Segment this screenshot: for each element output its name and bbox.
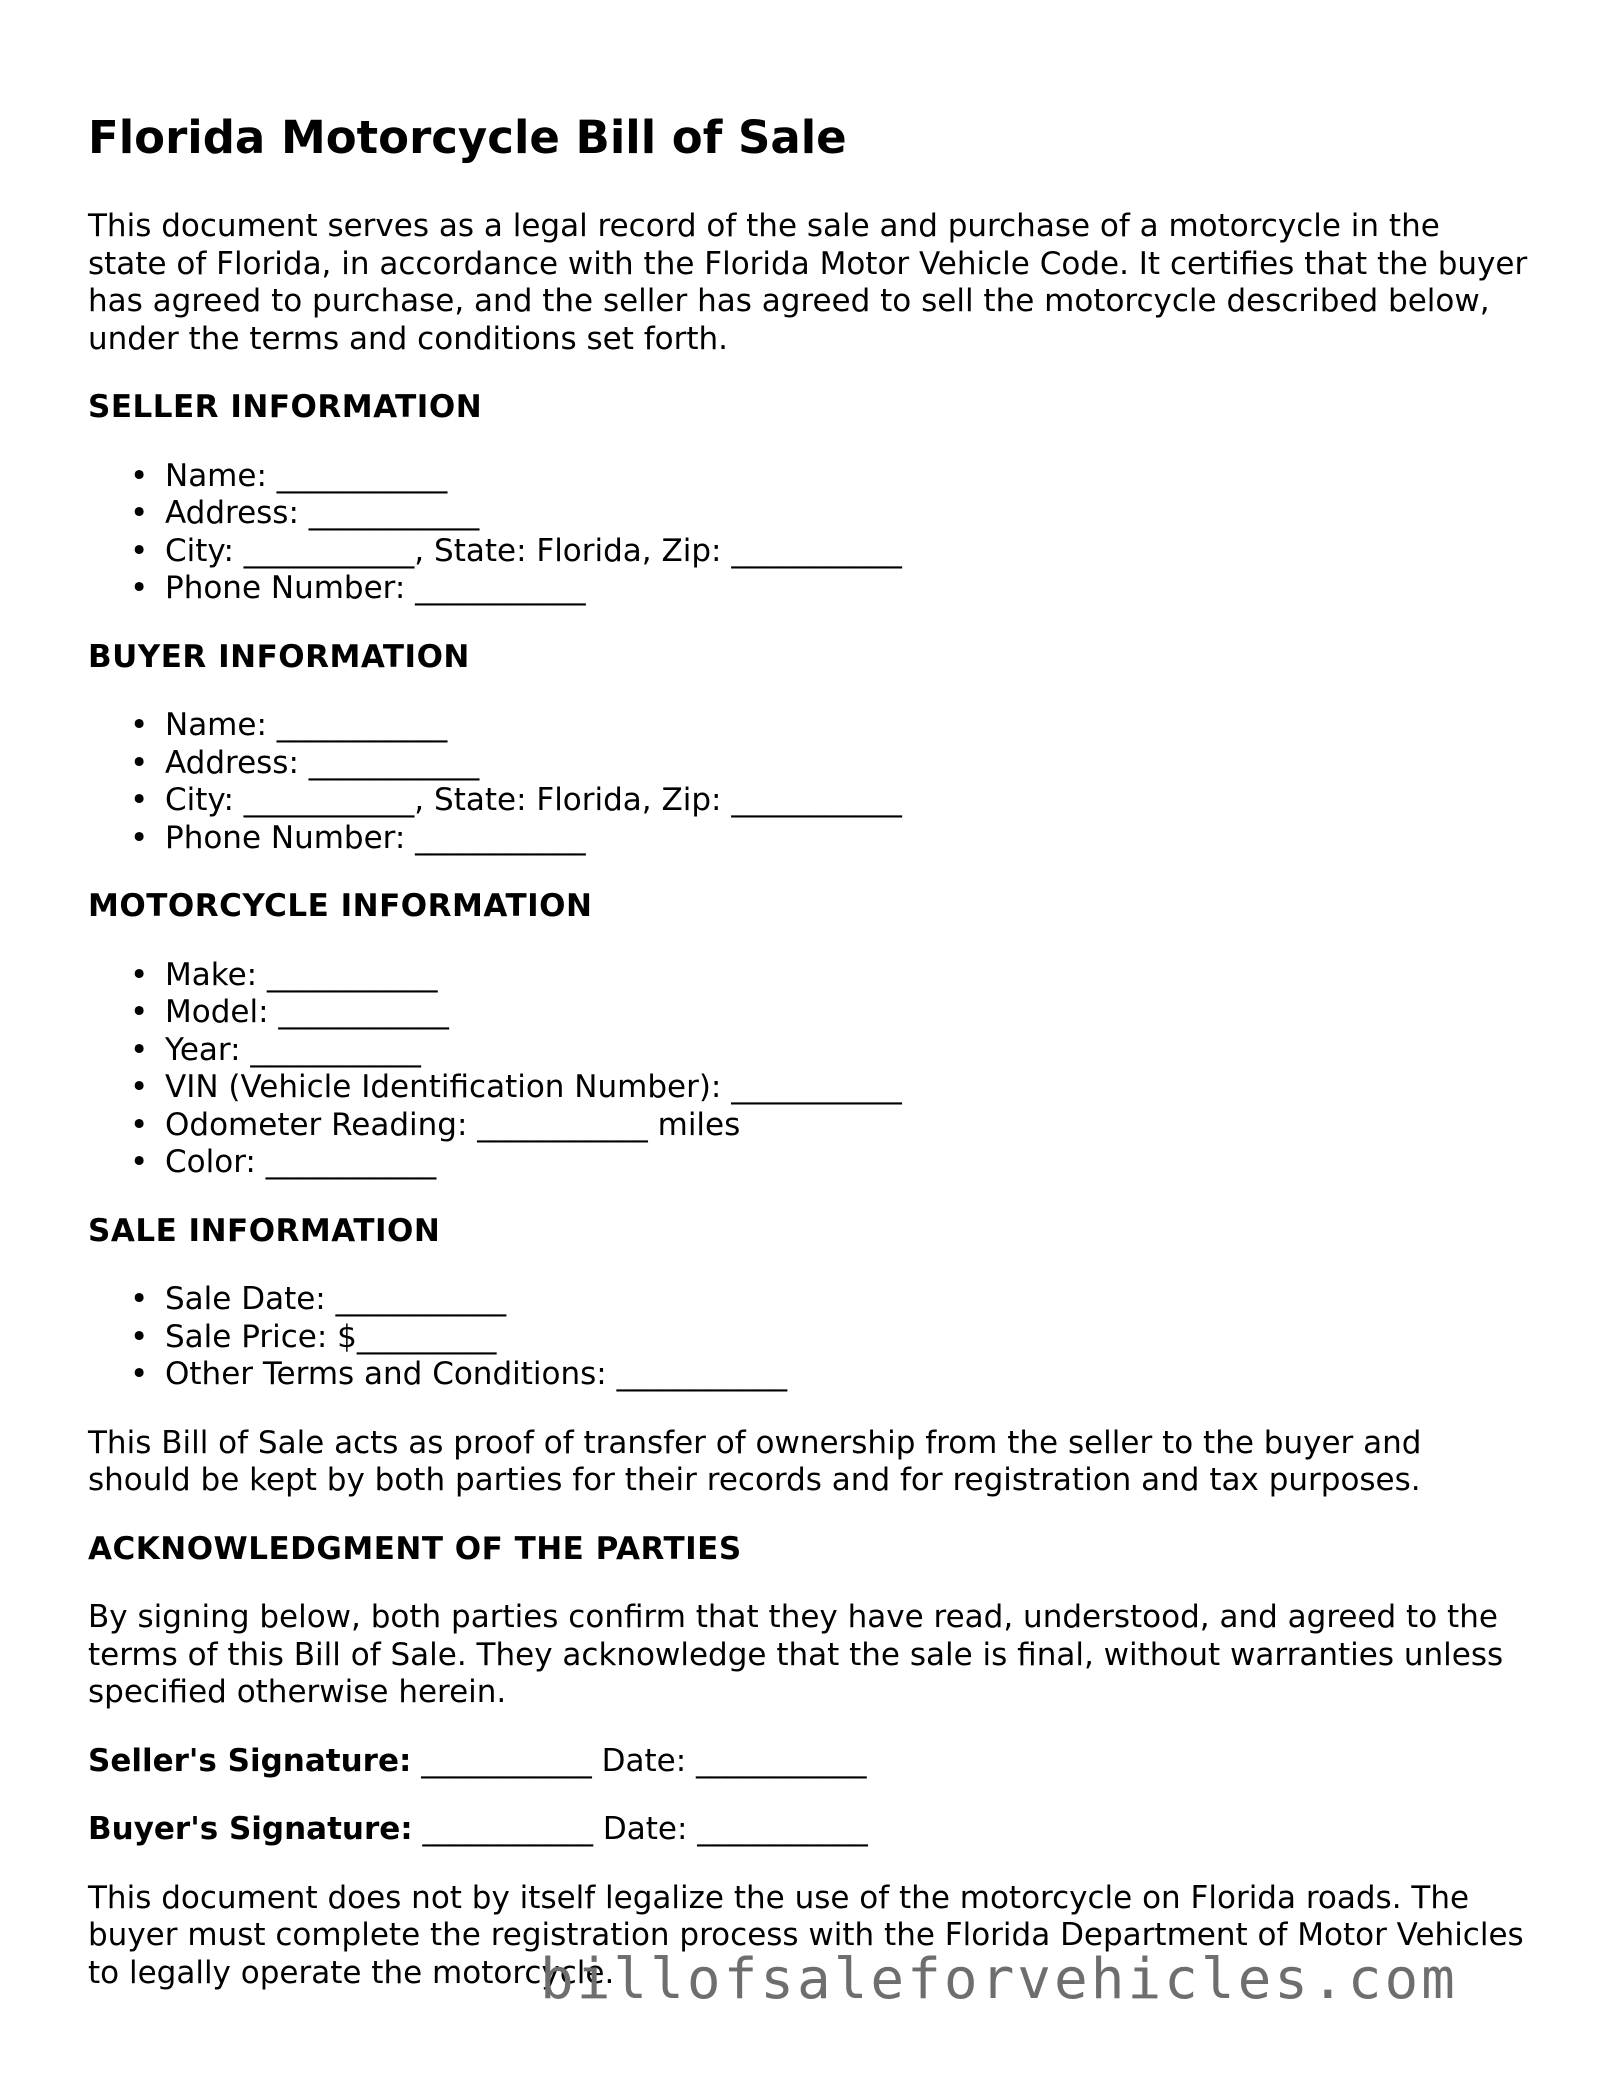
acknowledgment-paragraph: By signing below, both parties confirm that they have read, understood, and agreed to the terms of this Bill of Sale. They acknowledge that the sale is final, without warranties unless specified otherwise herein. — [88, 1599, 1504, 1710]
intro-paragraph: This document serves as a legal record of the sale and purchase of a motorcycle in the state of Florida, in accordance with the Florida Motor Vehicle Code. It certifies that the buyer has agreed to purchase, and the seller has agreed to sell the motorcycle described below, under the terms and conditions set forth. — [88, 208, 1528, 357]
document — [88, 110, 1528, 1992]
buyer-signature-blanks: ___________ Date: ___________ — [412, 1811, 868, 1847]
motorcycle-list — [88, 957, 1528, 1182]
buyer-list — [88, 707, 1528, 857]
watermark: billofsaleforvehicles.com — [540, 1947, 1458, 2012]
closing-paragraph: This document does not by itself legalize the use of the motorcycle on Florida roads. The buyer must complete the registration process with the Florida Department of Motor Vehicles to legally operate the motorcycle. — [88, 1879, 1524, 1991]
list-item: • Make: ___________ — [130, 956, 438, 993]
list-item: • City: ___________, State: Florida, Zip: ___________ — [130, 782, 902, 818]
buyer-signature-line — [88, 1811, 1528, 1849]
bullet-icon: • — [130, 1281, 149, 1317]
seller-list — [88, 458, 1528, 608]
bullet-icon: • — [130, 782, 149, 818]
bullet-icon: • — [130, 744, 149, 781]
bullet-icon: • — [130, 532, 149, 569]
transfer-paragraph: This Bill of Sale acts as proof of transfer of ownership from the seller to the buyer and should be kept by both parties for their records and for registration and tax purposes. — [88, 1424, 1422, 1498]
acknowledgment-heading: ACKNOWLEDGMENT OF THE PARTIES — [88, 1530, 742, 1567]
seller-heading: SELLER INFORMATION — [88, 389, 483, 425]
list-item: • Name: ___________ — [130, 707, 448, 743]
seller-signature-line — [88, 1743, 1528, 1781]
list-item: • Name: ___________ — [130, 457, 448, 494]
bullet-icon: • — [130, 1356, 149, 1392]
buyer-signature-label: Buyer's Signature: — [88, 1811, 413, 1847]
list-item: • City: ___________, State: Florida, Zip: ___________ — [130, 532, 902, 569]
sale-heading: SALE INFORMATION — [88, 1212, 441, 1249]
seller-signature-blanks: ___________ Date: ___________ — [411, 1742, 867, 1779]
bullet-icon: • — [130, 956, 149, 993]
bullet-icon: • — [130, 707, 149, 743]
bullet-icon: • — [130, 994, 149, 1030]
list-item: • Phone Number: ___________ — [130, 819, 586, 856]
bullet-icon: • — [130, 1318, 149, 1355]
list-item: • VIN (Vehicle Identification Number): ___________ — [130, 1069, 902, 1105]
list-item: • Odometer Reading: ___________ miles — [130, 1106, 741, 1143]
bullet-icon: • — [130, 570, 149, 606]
bullet-icon: • — [130, 1031, 149, 1068]
list-item: • Color: ___________ — [130, 1144, 437, 1180]
bullet-icon: • — [130, 1106, 149, 1143]
sale-list — [88, 1281, 1528, 1394]
bullet-icon: • — [130, 457, 149, 494]
list-item: • Address: ___________ — [130, 495, 480, 531]
buyer-heading: BUYER INFORMATION — [88, 638, 470, 675]
list-item: • Sale Price: $_________ — [130, 1318, 497, 1355]
motorcycle-heading: MOTORCYCLE INFORMATION — [88, 888, 593, 924]
bullet-icon: • — [130, 495, 149, 531]
bullet-icon: • — [130, 1144, 149, 1180]
list-item: • Address: ___________ — [130, 744, 480, 781]
list-item: • Year: ___________ — [130, 1031, 421, 1068]
bullet-icon: • — [130, 1069, 149, 1105]
list-item: • Phone Number: ___________ — [130, 570, 586, 606]
seller-signature-label: Seller's Signature: — [88, 1742, 412, 1779]
page-title: Florida Motorcycle Bill of Sale — [88, 111, 847, 164]
list-item: • Other Terms and Conditions: ___________ — [130, 1356, 788, 1392]
list-item: • Sale Date: ___________ — [130, 1281, 507, 1317]
bullet-icon: • — [130, 819, 149, 856]
list-item: • Model: ___________ — [130, 994, 449, 1030]
